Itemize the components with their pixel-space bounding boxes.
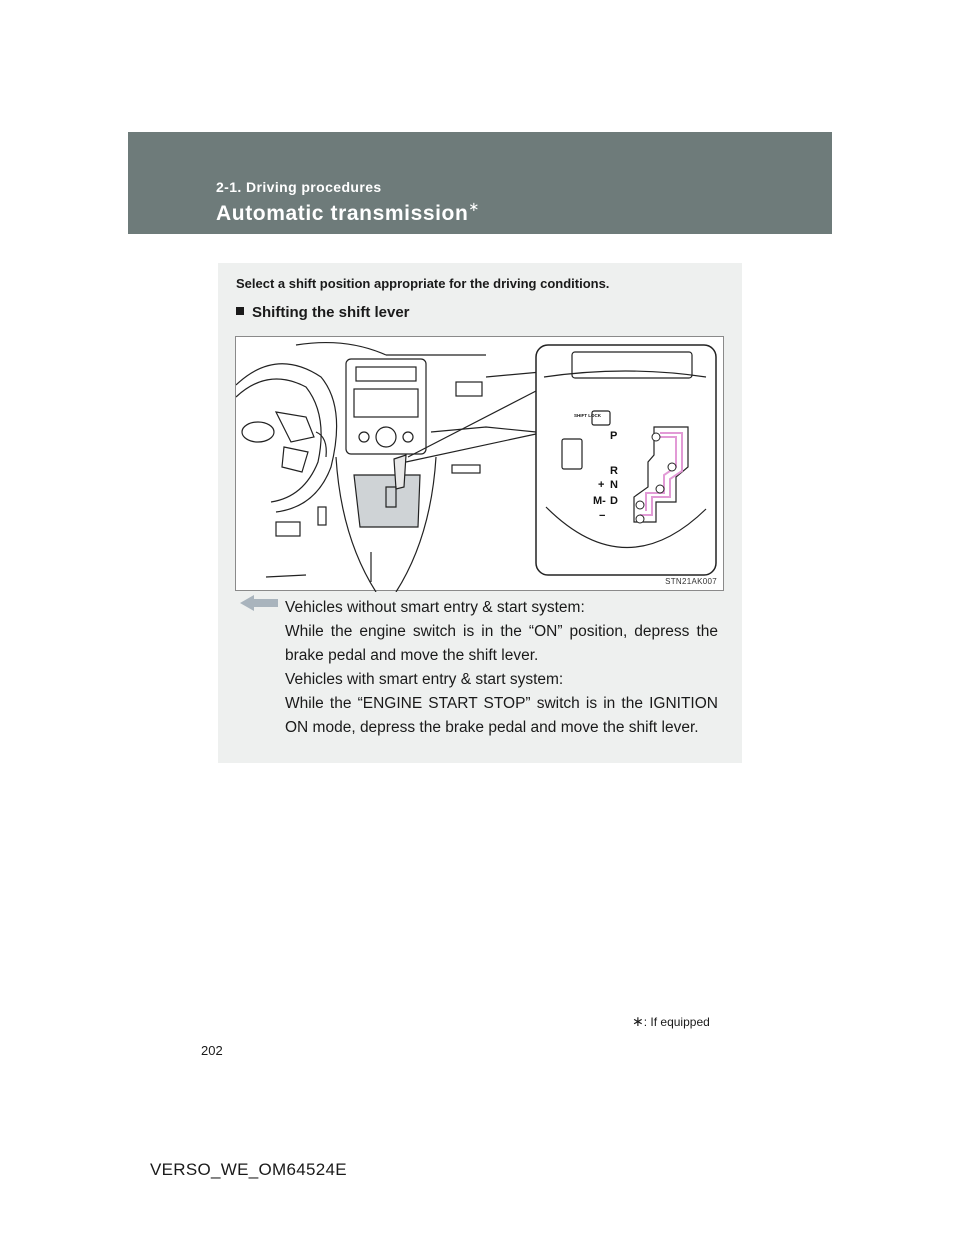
gate-label-p: P [610,430,618,442]
footnote-text: : If equipped [643,1015,710,1029]
page-number: 202 [201,1043,223,1058]
subheading [236,304,410,321]
shift-lever-illustration [235,336,724,591]
section-label: 2-1. Driving procedures [216,179,382,195]
instruction-text [285,596,718,740]
gate-label-r: R [610,465,618,477]
instruction-line: While the engine switch is in the “ON” position, depress the brake pedal and move the shift lever. [285,623,718,664]
page-header [128,132,832,234]
shift-lock-label: SHIFT LOCK [574,413,601,418]
instruction-line: Vehicles without smart entry & start system: [285,599,585,616]
gate-label-m: M- [593,495,606,507]
intro-text: Select a shift position appropriate for the driving conditions. [236,276,610,291]
equipped-mark: ∗ [468,199,480,214]
gate-label-d: D [610,495,618,507]
document-code: VERSO_WE_OM64524E [150,1160,347,1179]
footnote [632,1013,710,1030]
instruction-line: While the “ENGINE START STOP” switch is in the IGNITION ON mode, depress the brake pedal and move the shift lever. [285,695,718,736]
dashboard-drawing [236,337,725,592]
content-panel [218,263,742,763]
page-title [216,199,480,226]
footnote-mark: ∗ [632,1013,644,1029]
gate-label-minus: − [599,510,606,522]
square-bullet-icon [236,307,244,315]
figure-code: STN21AK007 [665,577,717,586]
subheading-text: Shifting the shift lever [252,304,410,321]
gate-label-plus: + [598,479,605,491]
instruction-line: Vehicles with smart entry & start system: [285,671,564,688]
gate-label-n: N [610,479,618,491]
arrow-left-icon [240,595,278,611]
title-text: Automatic transmission [216,202,469,225]
